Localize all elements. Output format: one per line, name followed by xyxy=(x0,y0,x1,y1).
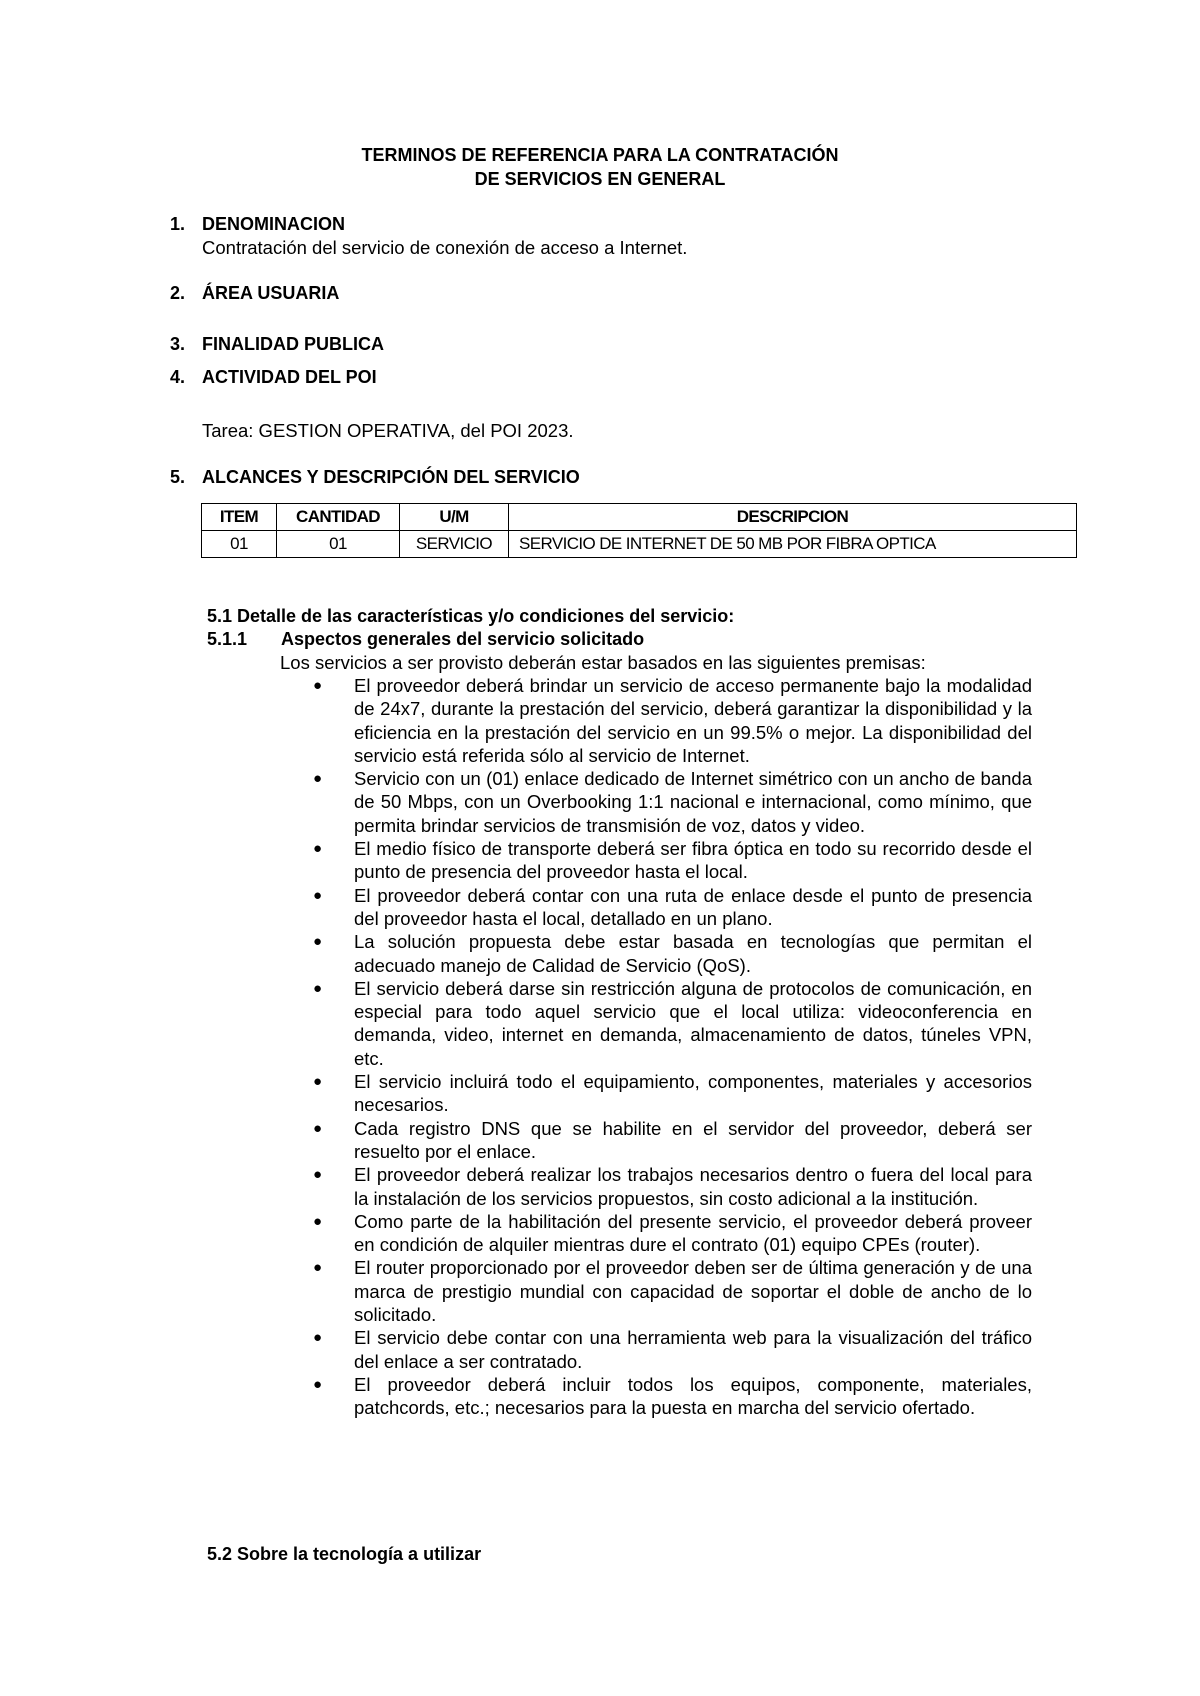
section-number: 5. xyxy=(170,467,186,487)
list-item: ● El proveedor deberá realizar los trabajos necesarios dentro o fuera del local para la instalación de los servicios propuestos, sin costo adicional a la institución. xyxy=(313,1164,1032,1209)
subsection-5-1-1-number: 5.1.1 xyxy=(207,629,248,649)
list-item: ● El servicio deberá darse sin restricción alguna de protocolos de comunicación, en especial para todo aquel servicio que el local utiliza: videoconferencia en demanda, video, internet en demanda, almacenamiento de datos, túneles VPN, etc. xyxy=(313,977,1032,1069)
section-heading: FINALIDAD PUBLICA xyxy=(202,334,384,354)
document-title xyxy=(0,143,1200,191)
bullet-icon: ● xyxy=(313,1119,323,1137)
list-item: ● El proveedor deberá contar con una ruta de enlace desde el punto de presencia del proveedor hasta el local, detallado en un plano. xyxy=(313,884,1032,929)
title-line-1: TERMINOS DE REFERENCIA PARA LA CONTRATACIÓN xyxy=(361,145,839,165)
bullet-icon: ● xyxy=(313,1073,323,1091)
subsection-intro: Los servicios a ser provisto deberán estar basados en las siguientes premisas: xyxy=(280,652,926,673)
bullet-icon: ● xyxy=(313,1375,323,1393)
subsection-5-2-heading: 5.2 Sobre la tecnología a utilizar xyxy=(207,1544,482,1564)
title-line-2: DE SERVICIOS EN GENERAL xyxy=(474,169,726,189)
section-number: 2. xyxy=(170,283,186,303)
section-heading: ACTIVIDAD DEL POI xyxy=(202,367,377,387)
list-item: ● El medio físico de transporte deberá ser fibra óptica en todo su recorrido desde el punto de presencia del proveedor hasta el local. xyxy=(313,838,1032,883)
column-header-cantidad: CANTIDAD xyxy=(277,504,400,531)
bullet-icon: ● xyxy=(313,840,323,858)
cell-cantidad: 01 xyxy=(277,531,400,558)
column-header-um: U/M xyxy=(400,504,509,531)
list-item: ● Servicio con un (01) enlace dedicado de Internet simétrico con un ancho de banda de 50 Mbps, con un Overbooking 1:1 nacional e internacional, como mínimo, que permita brindar servicios de transmisión de voz, datos y video. xyxy=(313,768,1032,836)
bullet-icon: ● xyxy=(313,1259,323,1277)
bullet-icon: ● xyxy=(313,933,323,951)
subsection-5-1-heading: 5.1 Detalle de las características y/o condiciones del servicio: xyxy=(207,606,735,626)
list-item: ● El proveedor deberá brindar un servicio de acceso permanente bajo la modalidad de 24x7, durante la prestación del servicio, deberá garantizar la disponibilidad y la eficiencia en la prestación del servicio en un 99.5% o mejor. La disponibilidad del servicio está referida sólo al servicio de Internet. xyxy=(313,675,1032,766)
bullet-icon: ● xyxy=(313,979,323,997)
cell-um: SERVICIO xyxy=(400,531,509,558)
section-number: 4. xyxy=(170,367,186,387)
bullet-icon: ● xyxy=(313,677,323,694)
list-item: ● El proveedor deberá incluir todos los equipos, componente, materiales, patchcords, etc.; necesarios para la puesta en marcha del servicio ofertado. xyxy=(313,1373,1032,1419)
section-heading: ÁREA USUARIA xyxy=(202,283,340,303)
list-item: ● El router proporcionado por el proveedor deben ser de última generación y de una marca de prestigio mundial con capacidad de soportar el doble de ancho de lo solicitado. xyxy=(313,1257,1032,1326)
bullet-icon: ● xyxy=(313,886,323,904)
list-item: ● La solución propuesta debe estar basada en tecnologías que permitan el adecuado manejo de Calidad de Servicio (QoS). xyxy=(313,931,1032,976)
column-header-descripcion: DESCRIPCION xyxy=(509,504,1077,531)
table-header-row xyxy=(202,504,1077,531)
table-row xyxy=(202,531,1077,558)
service-table xyxy=(201,503,1077,558)
cell-descripcion: SERVICIO DE INTERNET DE 50 MB POR FIBRA OPTICA xyxy=(509,531,1077,558)
section-body: Contratación del servicio de conexión de acceso a Internet. xyxy=(202,237,688,258)
bullet-icon: ● xyxy=(313,1166,323,1184)
section-heading: DENOMINACION xyxy=(202,214,345,234)
requirements-list xyxy=(280,674,1032,1420)
column-header-item: ITEM xyxy=(202,504,277,531)
list-item: ● El servicio debe contar con una herramienta web para la visualización del tráfico del enlace a ser contratado. xyxy=(313,1327,1032,1372)
section-body: Tarea: GESTION OPERATIVA, del POI 2023. xyxy=(202,420,574,441)
bullet-icon: ● xyxy=(313,1329,323,1347)
list-item: ● Cada registro DNS que se habilite en el servidor del proveedor, deberá ser resuelto por el enlace. xyxy=(313,1117,1032,1162)
bullet-icon: ● xyxy=(313,770,323,788)
section-number: 1. xyxy=(170,214,186,234)
section-heading: ALCANCES Y DESCRIPCIÓN DEL SERVICIO xyxy=(202,467,580,487)
list-item: ● El servicio incluirá todo el equipamiento, componentes, materiales y accesorios necesarios. xyxy=(313,1071,1032,1116)
section-number: 3. xyxy=(170,334,186,354)
cell-item: 01 xyxy=(202,531,277,558)
list-item: ● Como parte de la habilitación del presente servicio, el proveedor deberá proveer en condición de alquiler mientras dure el contrato (01) equipo CPEs (router). xyxy=(313,1210,1032,1256)
subsection-5-1-1-heading: Aspectos generales del servicio solicitado xyxy=(281,629,645,649)
bullet-icon: ● xyxy=(313,1212,323,1230)
